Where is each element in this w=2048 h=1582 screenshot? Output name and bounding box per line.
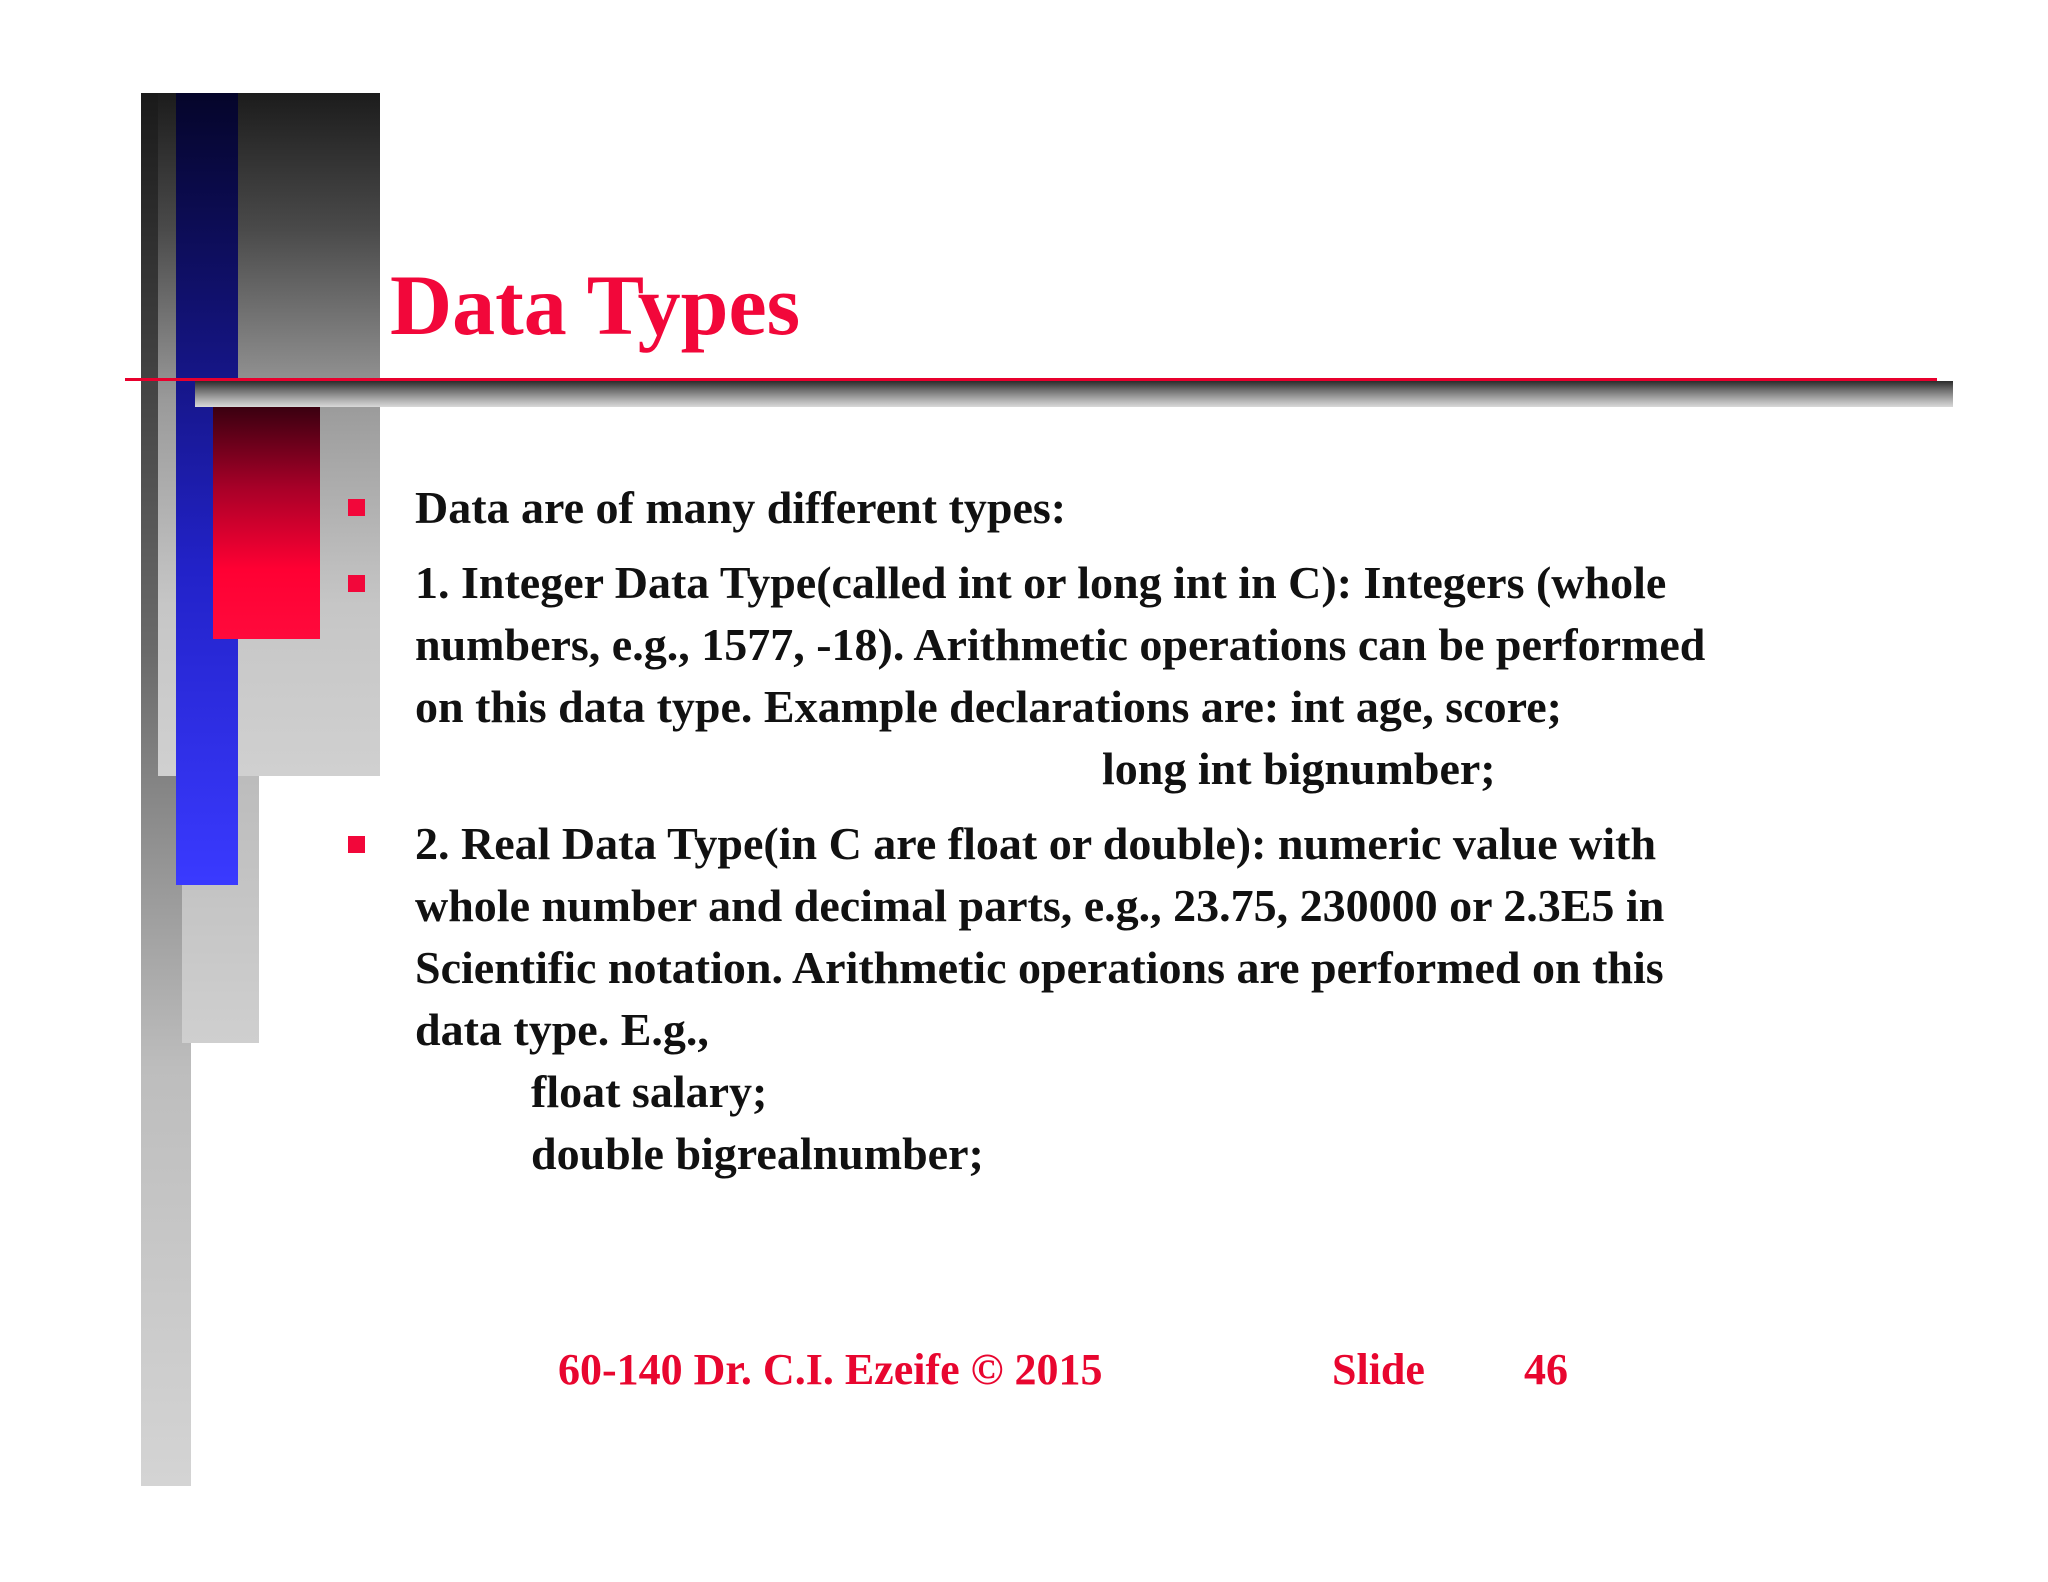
bullet-1-line-1: Data are of many different types:	[415, 482, 1067, 533]
footer-course-info: 60-140 Dr. C.I. Ezeife © 2015	[558, 1345, 1103, 1394]
title-underline	[125, 378, 1937, 381]
footer-slide-number: 46	[1524, 1345, 1568, 1394]
bullet-3-line-1: 2. Real Data Type(in C are float or double): numeric value with	[415, 818, 1657, 869]
bullet-2-line-4: long int bignumber;	[1102, 743, 1496, 794]
bullet-2-line-3: on this data type. Example declarations are: int age, score;	[415, 681, 1562, 732]
slide-title: Data Types	[390, 257, 801, 353]
bullet-2-line-1: 1. Integer Data Type(called int or long int in C): Integers (whole	[415, 557, 1667, 608]
decorative-red-block	[213, 407, 320, 639]
bullet-2-line-2: numbers, e.g., 1577, -18). Arithmetic operations can be performed	[415, 619, 1706, 670]
bullet-3-line-5: float salary;	[531, 1066, 768, 1117]
bullet-3-line-2: whole number and decimal parts, e.g., 23.75, 230000 or 2.3E5 in	[415, 880, 1665, 931]
bullet-square-icon	[348, 499, 365, 516]
bullet-3-line-3: Scientific notation. Arithmetic operations are performed on this	[415, 942, 1664, 993]
footer-slide-label: Slide	[1332, 1345, 1425, 1394]
bullet-square-icon	[348, 575, 365, 592]
title-underline-shadow	[195, 381, 1953, 407]
bullet-3-line-6: double bigrealnumber;	[531, 1128, 984, 1179]
bullet-3-line-4: data type. E.g.,	[415, 1004, 709, 1055]
bullet-square-icon	[348, 836, 365, 853]
